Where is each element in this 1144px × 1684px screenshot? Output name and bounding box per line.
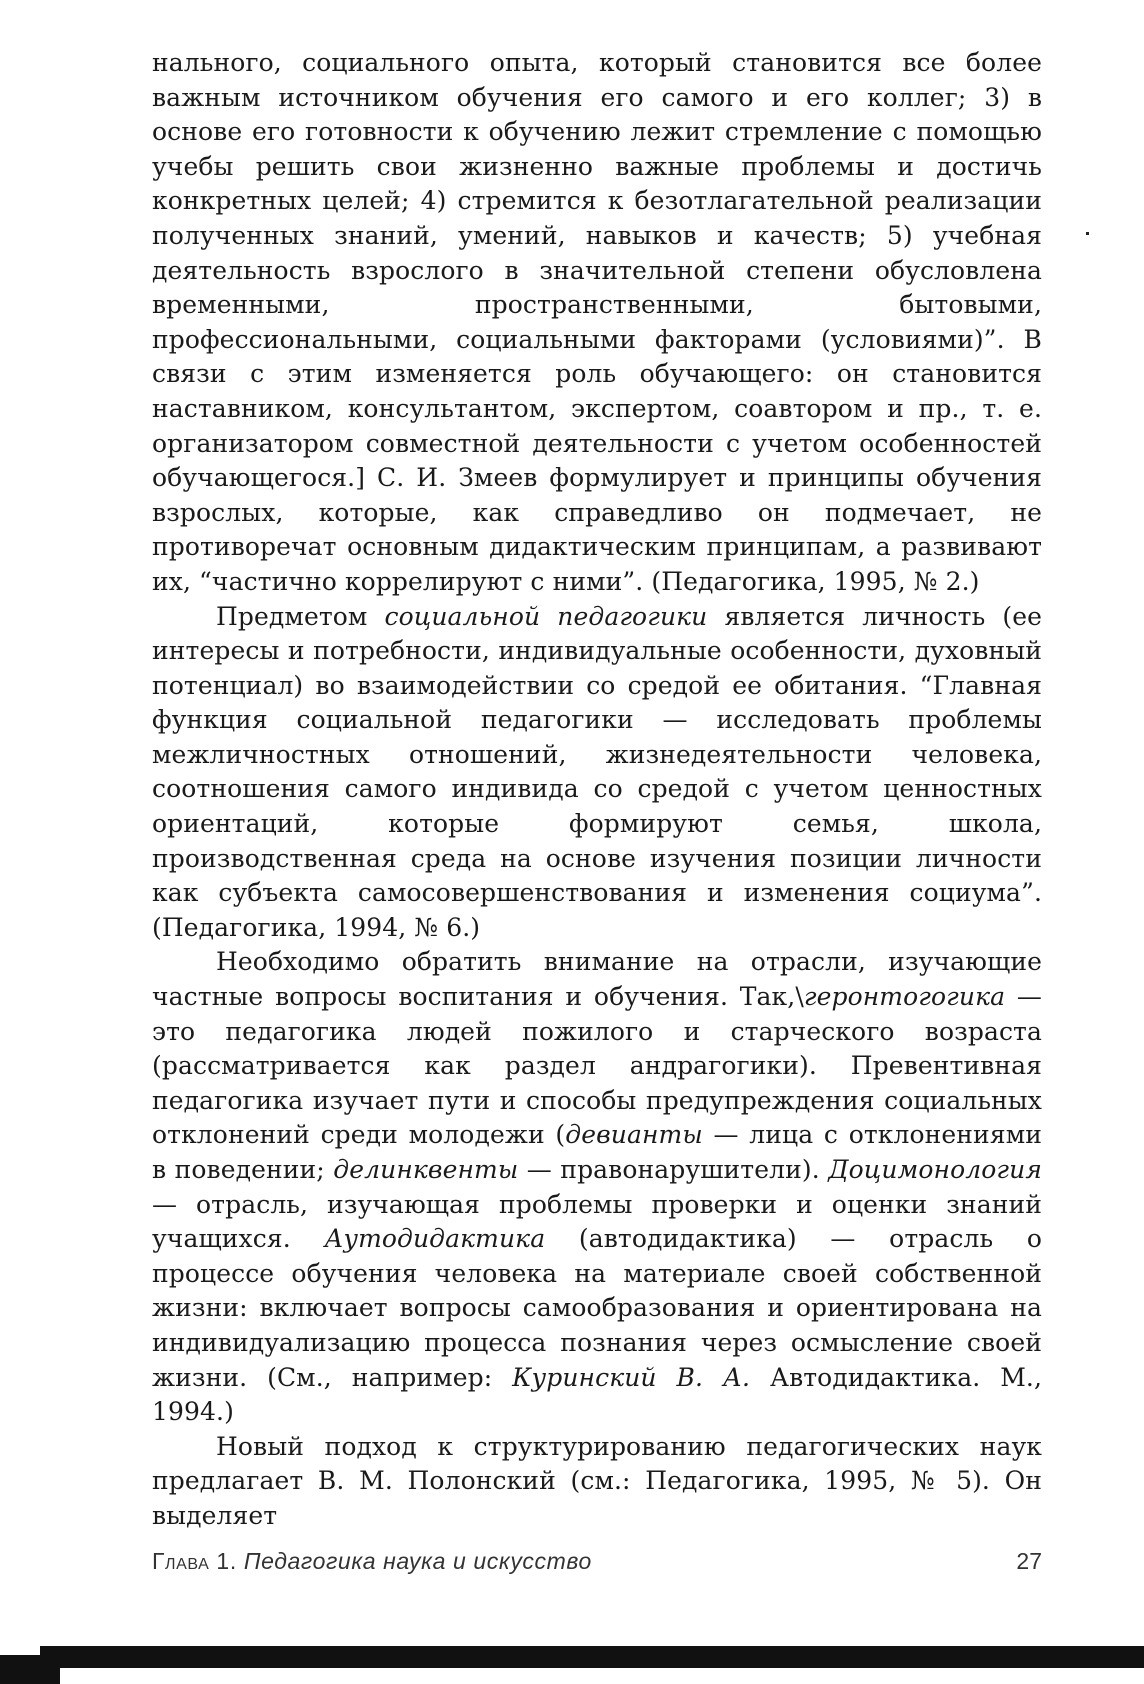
- text-segment: нального, социального опыта, который становится все более важным источником обучения его самого и его коллег; 3) в основе его готовности к обучению лежит стремление с помощью учебы решить свои жизненно важные проблемы и достичь конкретных целей; 4) стремится к безотлагательной реализации полученных знаний, умений, навыков и качеств; 5) учебная деятельность взрослого в значительной степени обусловлена временными, пространственными, бытовыми, профессиональными, социальными факторами (условиями)”. В связи с этим изменяется роль обучающего: он становится наставником, консультантом, экспертом, соавтором и пр., т. е. организатором совместной деятельности с учетом особенностей обучающегося.] С. И. Змеев формулирует и принципы обучения взрослых, которые, как справедливо он подмечает, не противоречат основным дидактическим принципам, а развивают их, “частично коррелируют с ними”. (Педагогика, 1995, № 2.): [152, 48, 1042, 596]
- text-segment: (автодидактика) — отрасль о процессе обучения человека на материале своей собственной жизни: включает вопросы самообразования и ориентирована на индивидуализацию процесса познания через осмысление своей жизни. (См., например:: [152, 1224, 1042, 1392]
- scan-speck: [1086, 232, 1089, 235]
- paragraph-4: [152, 1430, 1042, 1534]
- page-body: [152, 46, 1042, 1534]
- paragraph-1: [152, 46, 1042, 600]
- text-segment: — это педагогика людей пожилого и старческого возраста (рассматривается как раздел андрагогики). Превентивная педагогика изучает пути и способы предупреждения социальных отклонений среди молодежи (: [152, 982, 1042, 1150]
- text-segment: — отрасль, изучающая проблемы проверки и оценки знаний учащихся.: [152, 1189, 1042, 1254]
- chapter-title: Педагогика наука и искусство: [243, 1548, 592, 1574]
- italic-term: геронтогогика: [803, 982, 1006, 1012]
- scan-edge-corner: [0, 1655, 60, 1684]
- page-number: 27: [1016, 1548, 1042, 1574]
- text-segment: Новый подход к структурированию педагогических наук предлагает В. М. Полонский (см.: Педагогика, 1995, № 5). Он выделяет: [152, 1431, 1042, 1530]
- text-segment: — правонарушители).: [518, 1155, 829, 1184]
- text-segment: Предметом: [216, 601, 385, 631]
- paragraph-2: [152, 600, 1042, 946]
- page-footer: [152, 1548, 1042, 1588]
- text-segment: Автодидактика. М., 1994.): [152, 1362, 1043, 1427]
- text-segment: Необходимо обратить внимание на отрасли, изучающие частные вопросы воспитания и обучения. Так,\: [152, 947, 1042, 1012]
- italic-term: Доцимонология: [828, 1155, 1042, 1184]
- paragraph-3: [152, 945, 1042, 1429]
- text-segment: — лица с отклонениями в поведении;: [152, 1120, 1043, 1184]
- italic-term: Аутодидактика: [324, 1224, 546, 1254]
- italic-term: девианты: [565, 1120, 703, 1150]
- text-segment: является личность (ее интересы и потребности, индивидуальные особенности, духовный потенциал) во взаимодействии со средой ее обитания. “Главная функция социальной педагогики — исследовать проблемы межличностных отношений, жизнедеятельности человека, соотношения самого индивида со средой с учетом ценностных ориентаций, которые формируют семья, школа, производственная среда на основе изучения позиции личности как субъекта самосовершенствования и изменения социума”. (Педагогика, 1994, № 6.): [152, 601, 1043, 942]
- running-footer-chapter: [152, 1548, 592, 1575]
- italic-term: социальной педагогики: [384, 601, 708, 631]
- scan-edge-bar: [40, 1646, 1144, 1668]
- chapter-label: Глава 1.: [152, 1548, 237, 1574]
- italic-term: Куринский В. А.: [512, 1362, 751, 1392]
- italic-term: делинквенты: [333, 1155, 519, 1184]
